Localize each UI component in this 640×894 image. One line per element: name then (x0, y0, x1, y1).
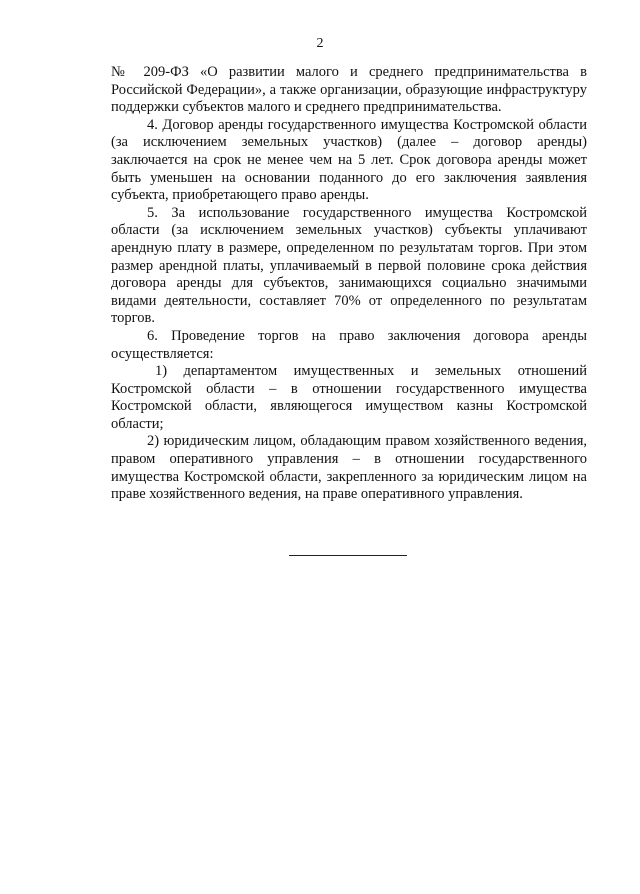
paragraph-item-6: 6. Проведение торгов на право заключения договора аренды осуществляется: (111, 327, 587, 362)
end-of-document-rule (289, 555, 407, 556)
paragraph-continuation: № 209-ФЗ «О развитии малого и среднего предпринимательства в Российской Федерации», а также организации, образующие инфраструктуру поддержки субъектов малого и среднего предпринимательства. (111, 64, 587, 116)
document-body (111, 64, 587, 504)
paragraph-item-4: 4. Договор аренды государственного имущества Костромской области (за исключением земельных участков) (далее – договор аренды) заключается на срок не менее чем на 5 лет. Срок договора аренды может быть уменьшен на основании поданного до его заключения заявления субъекта, приобретающего право аренды. (111, 116, 587, 204)
page-number: 2 (316, 36, 324, 51)
paragraph-subitem-2: 2) юридическим лицом, обладающим правом хозяйственного ведения, правом оперативного управления – в отношении государственного имущества Костромской области, закрепленного за юридическим лицом на праве хозяйственного ведения, на праве оперативного управления. (111, 433, 587, 503)
paragraph-subitem-1: 1) департаментом имущественных и земельных отношений Костромской области – в отношении государственного имущества Костромской области, являющегося имуществом казны Костромской области; (111, 363, 587, 432)
paragraph-item-5: 5. За использование государственного имущества Костромской области (за исключением земельных участков) субъекты уплачивают арендную плату в размере, определенном по результатам торгов. При этом размер арендной платы, уплачиваемый в первой половине срока действия договора аренды для субъектов, занимающихся социально значимыми видами деятельности, составляет 70% от определенного по результатам торгов. (111, 204, 587, 327)
